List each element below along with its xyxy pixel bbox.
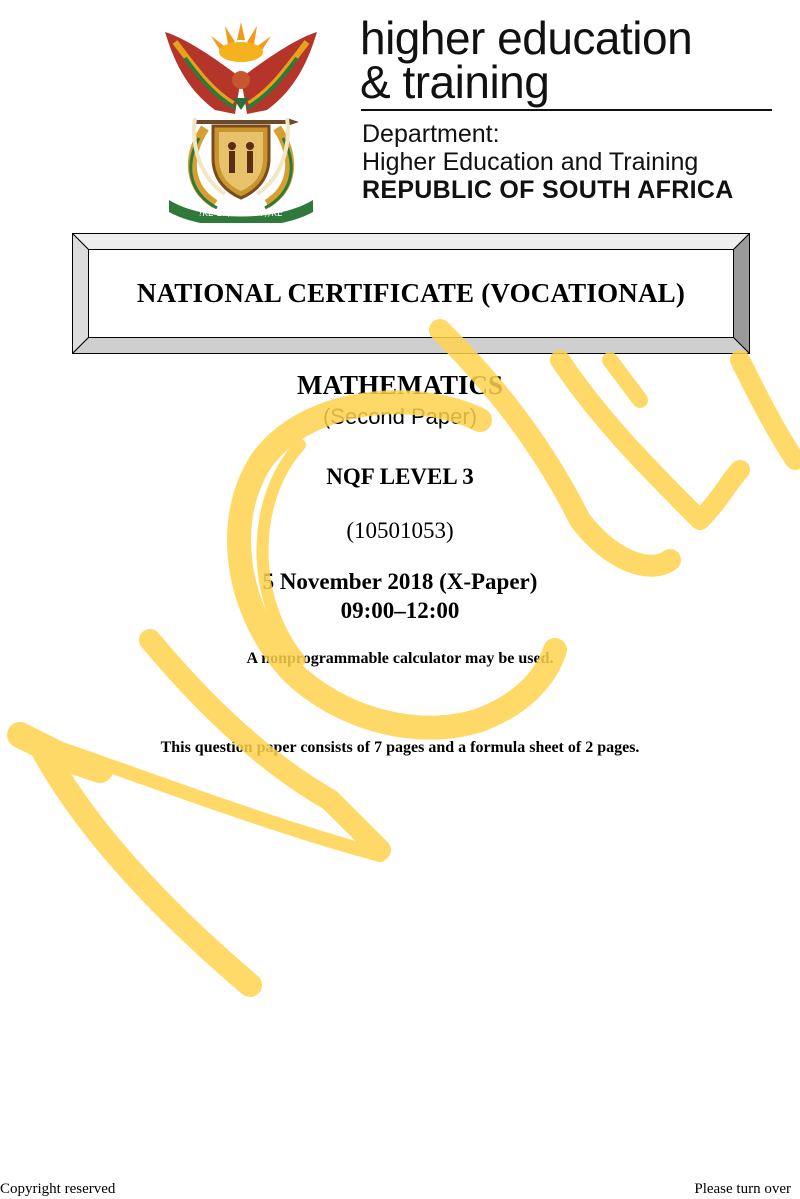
qualification-title: NATIONAL CERTIFICATE (VOCATIONAL) — [136, 278, 686, 308]
header-rule — [361, 109, 772, 111]
subject-title: MATHEMATICS — [296, 370, 503, 400]
copyright-footer: Copyright reserved — [0, 1181, 116, 1197]
country-name: REPUBLIC OF SOUTH AFRICA — [362, 176, 734, 204]
subject-code: (10501053) — [346, 518, 454, 543]
department-heading-line1: higher education — [360, 12, 693, 64]
turn-over-footer: Please turn over — [694, 1181, 791, 1197]
crest-motto: !KE E: /XARRA //KE — [198, 209, 284, 219]
coat-of-arms-logo — [155, 18, 327, 223]
department-heading-line2: & training — [360, 56, 550, 108]
department-name: Higher Education and Training — [362, 148, 699, 176]
paper-number: (Second Paper) — [322, 404, 478, 429]
exam-date: 5 November 2018 (X-Paper) — [262, 569, 538, 594]
exam-time: 09:00–12:00 — [340, 598, 460, 623]
nqf-level: NQF LEVEL 3 — [326, 464, 474, 489]
page-count-note: This question paper consists of 7 pages and a formula sheet of 2 pages. — [160, 739, 640, 756]
department-label: Department: — [362, 120, 500, 148]
calculator-note: A nonprogrammable calculator may be used. — [246, 650, 554, 667]
